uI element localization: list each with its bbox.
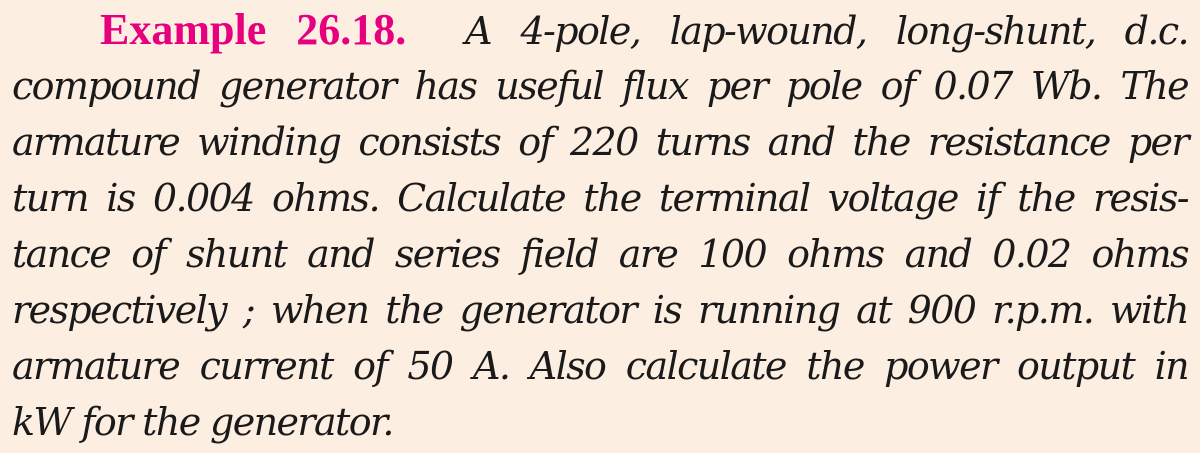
example-text-line-5: tance of shunt and series field are 100 ohms and 0.02 ohms <box>12 232 1188 276</box>
example-text-line-1: A 4-pole, lap-wound, long-shunt, d.c. <box>465 9 1188 53</box>
example-text-line-6: respectively ; when the generator is running at 900 r.p.m. with <box>12 288 1188 332</box>
example-text-line-4: turn is 0.004 ohms. Calculate the terminal voltage if the resis- <box>12 176 1188 220</box>
example-text-line-2: compound generator has useful flux per pole of 0.07 Wb. The <box>12 64 1188 108</box>
example-text-line-7: armature current of 50 A. Also calculate the power output in <box>12 344 1188 388</box>
example-text-line-3: armature winding consists of 220 turns and the resistance per <box>12 120 1188 164</box>
example-heading: Example 26.18. <box>100 5 407 54</box>
example-first-line <box>100 2 1188 58</box>
example-text-line-8: kW for the generator. <box>12 400 393 444</box>
